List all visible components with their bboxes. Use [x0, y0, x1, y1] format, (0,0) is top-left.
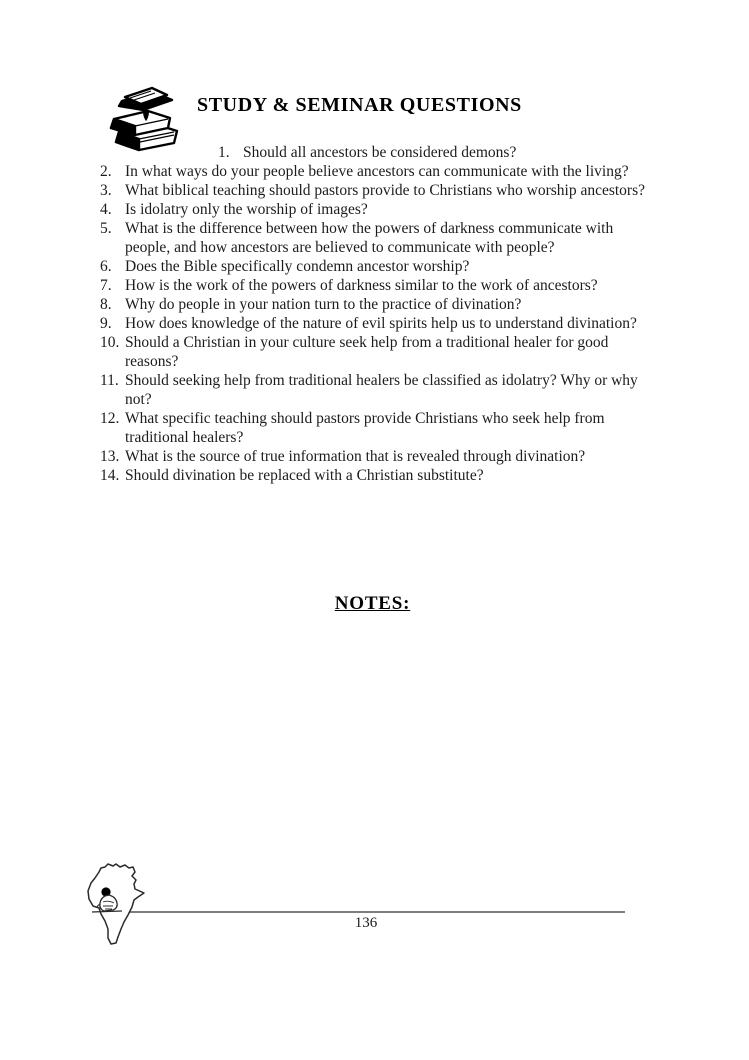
question-text: How is the work of the powers of darkness similar to the work of ancestors? [125, 277, 598, 294]
question-item [100, 371, 652, 409]
question-item [100, 181, 652, 200]
africa-map-reader-logo-icon [85, 861, 149, 949]
question-text: Does the Bible specifically condemn ancestor worship? [125, 258, 470, 275]
question-item [100, 409, 652, 447]
footer-rule [117, 911, 625, 913]
question-item [100, 276, 652, 295]
question-number: 5. [100, 220, 112, 237]
question-item [100, 162, 652, 181]
question-text: How does knowledge of the nature of evil spirits help us to understand divination? [125, 315, 637, 332]
question-text: What biblical teaching should pastors provide to Christians who worship ancestors? [125, 182, 646, 199]
page-title: STUDY & SEMINAR QUESTIONS [197, 94, 522, 116]
question-item [100, 314, 652, 333]
question-item [100, 200, 652, 219]
question-text: What specific teaching should pastors provide Christians who seek help from traditional healers? [125, 410, 605, 446]
question-item [100, 466, 652, 485]
question-text: Why do people in your nation turn to the practice of divination? [125, 296, 522, 313]
question-item [100, 257, 652, 276]
question-number: 8. [100, 296, 112, 313]
question-item [100, 143, 652, 162]
question-number: 9. [100, 315, 112, 332]
question-text: Should all ancestors be considered demons? [243, 144, 517, 161]
question-number: 2. [100, 163, 112, 180]
question-number: 4. [100, 201, 112, 218]
question-item [100, 219, 652, 257]
question-item [100, 447, 652, 466]
question-item [100, 333, 652, 371]
question-number: 13. [100, 448, 120, 465]
question-text: Should a Christian in your culture seek help from a traditional healer for good reasons? [125, 334, 609, 370]
question-number: 6. [100, 258, 112, 275]
question-number: 3. [100, 182, 112, 199]
question-number: 14. [100, 467, 120, 484]
question-text: What is the difference between how the powers of darkness communicate with people, and how ancestors are believed to communicate with people? [125, 220, 614, 256]
question-text: Should divination be replaced with a Christian substitute? [125, 467, 484, 484]
question-item [100, 295, 652, 314]
question-text: What is the source of true information that is revealed through divination? [125, 448, 586, 465]
page-number: 136 [354, 915, 378, 931]
notes-heading: NOTES: [334, 593, 411, 614]
question-number: 1. [218, 144, 230, 161]
question-number: 11. [100, 372, 119, 389]
question-list [100, 143, 652, 485]
question-text: Should seeking help from traditional healers be classified as idolatry? Why or why not? [125, 372, 638, 408]
question-text: Is idolatry only the worship of images? [125, 201, 368, 218]
question-text: In what ways do your people believe ancestors can communicate with the living? [125, 163, 629, 180]
question-number: 7. [100, 277, 112, 294]
question-number: 12. [100, 410, 120, 427]
question-number: 10. [100, 334, 120, 351]
